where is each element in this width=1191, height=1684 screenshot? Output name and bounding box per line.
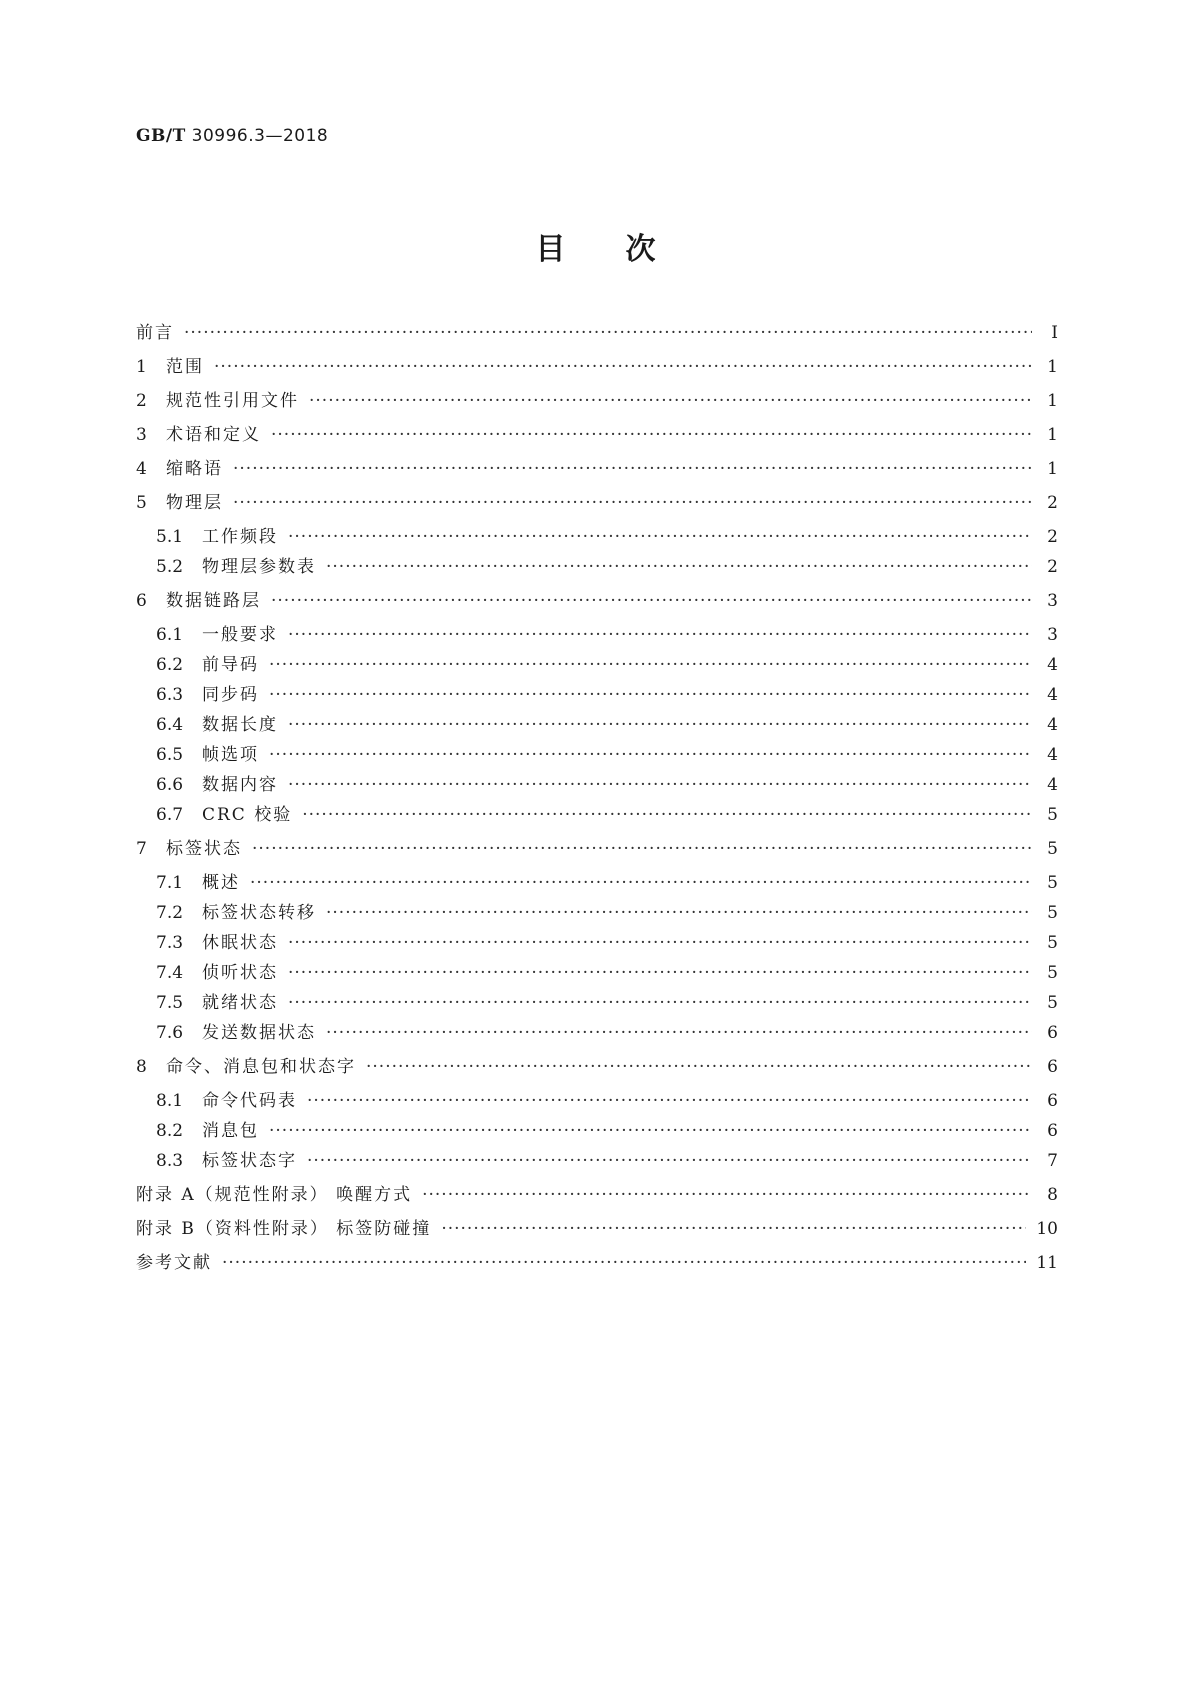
toc-leader-dots [271,588,1032,614]
toc-entry-number: 5.2 [156,557,184,577]
toc-entry-text: 标签状态字 [202,1151,297,1171]
toc-entry-6-4[interactable] [136,712,1058,738]
toc-leader-dots [307,1088,1032,1114]
toc-entry-number: 3 [136,425,147,445]
toc-leader-dots [288,772,1032,798]
toc-entry-text: 侦听状态 [202,963,278,983]
toc-entry-text: 命令代码表 [202,1091,297,1111]
toc-entry-page: 1 [1047,425,1058,445]
toc-leader-dots [288,960,1032,986]
toc-entry-page: 4 [1047,655,1058,675]
toc-entry-page: 6 [1047,1091,1058,1111]
toc-leader-dots [184,320,1032,346]
toc-leader-dots [252,836,1032,862]
toc-entry-6-7[interactable] [136,802,1058,828]
toc-entry-1[interactable] [136,354,1058,380]
toc-leader-dots [302,802,1032,828]
toc-leader-dots [288,930,1032,956]
toc-leader-dots [214,354,1032,380]
toc-entry-page: 6 [1047,1023,1058,1043]
toc-entry-number: 5 [136,493,147,513]
toc-leader-dots [269,742,1032,768]
toc-entry-text: 休眠状态 [202,933,278,953]
toc-leader-dots [422,1182,1032,1208]
toc-entry-number: 6.6 [156,775,184,795]
toc-entry-number: 2 [136,391,147,411]
toc-entry-text: 帧选项 [202,745,259,765]
toc-entry-page: 5 [1047,873,1058,893]
toc-entry-number: 7.4 [156,963,184,983]
toc-entry-7[interactable] [136,836,1058,862]
toc-entry-8-2[interactable] [136,1118,1058,1144]
toc-entry-number: 6.3 [156,685,184,705]
toc-entry-text: 同步码 [202,685,259,705]
toc-entry-6-3[interactable] [136,682,1058,708]
toc-entry-text: 术语和定义 [166,425,261,445]
toc-entry-7-1[interactable] [136,870,1058,896]
toc-leader-dots [441,1216,1026,1242]
toc-entry-7-6[interactable] [136,1020,1058,1046]
toc-leader-dots [307,1148,1032,1174]
toc-entry-text: 命令、消息包和状态字 [166,1057,356,1077]
toc-entry-number: 7 [136,839,147,859]
toc-entry-appendix-a[interactable] [136,1182,1058,1208]
toc-entry-page: 2 [1047,493,1058,513]
toc-entry-4[interactable] [136,456,1058,482]
toc-entry-number: 1 [136,357,147,377]
toc-entry-6-6[interactable] [136,772,1058,798]
toc-entry-page: 4 [1047,775,1058,795]
toc-entry-number: 6.2 [156,655,184,675]
toc-entry-number: 7.6 [156,1023,184,1043]
toc-entry-number: 6.4 [156,715,184,735]
toc-entry-page: 10 [1036,1219,1058,1239]
toc-leader-dots [233,490,1032,516]
toc-entry-text: CRC 校验 [202,805,293,825]
toc-entry-number: 8.1 [156,1091,184,1111]
toc-entry-page: 5 [1047,993,1058,1013]
toc-entry-6[interactable] [136,588,1058,614]
toc-entry-text: 物理层参数表 [202,557,316,577]
toc-entry-page: 6 [1047,1057,1058,1077]
toc-entry-page: 1 [1047,459,1058,479]
toc-entry-text: 消息包 [202,1121,259,1141]
toc-leader-dots [250,870,1032,896]
toc-entry-page: 5 [1047,903,1058,923]
toc-entry-text: 前导码 [202,655,259,675]
toc-entry-page: 4 [1047,685,1058,705]
toc-entry-8-3[interactable] [136,1148,1058,1174]
toc-entry-text: 数据内容 [202,775,278,795]
toc-entry-text: 一般要求 [202,625,278,645]
toc-leader-dots [326,1020,1032,1046]
standard-prefix: GB/T [136,126,186,146]
toc-entry-page: 5 [1047,933,1058,953]
toc-leader-dots [288,524,1032,550]
toc-entry-8[interactable] [136,1054,1058,1080]
toc-entry-text: 数据长度 [202,715,278,735]
toc-entry-number: 6.7 [156,805,184,825]
toc-entry-page: 5 [1047,963,1058,983]
toc-leader-dots [288,622,1032,648]
toc-leader-dots [288,712,1032,738]
toc-entry-appendix-b[interactable] [136,1216,1058,1242]
toc-entry-text: 缩略语 [166,459,223,479]
toc-entry-text: 标签状态 [166,839,242,859]
toc-entry-page: 6 [1047,1121,1058,1141]
toc-entry-5-2[interactable] [136,554,1058,580]
toc-entry-references[interactable] [136,1250,1058,1276]
toc-entry-text: 物理层 [166,493,223,513]
toc-entry-page: 1 [1047,391,1058,411]
toc-entry-text: 附录 A（规范性附录） 唤醒方式 [136,1185,413,1205]
toc-entry-page: 1 [1047,357,1058,377]
toc-entry-text: 参考文献 [136,1253,212,1273]
toc-entry-number: 6.5 [156,745,184,765]
toc-leader-dots [288,990,1032,1016]
toc-entry-3[interactable] [136,422,1058,448]
toc-entry-7-4[interactable] [136,960,1058,986]
toc-entry-page: 3 [1047,625,1058,645]
toc-entry-page: 2 [1047,557,1058,577]
toc-entry-number: 7.2 [156,903,184,923]
toc-leader-dots [326,554,1032,580]
toc-entry-8-1[interactable] [136,1088,1058,1114]
toc-entry-number: 6.1 [156,625,184,645]
toc-entry-number: 8.2 [156,1121,184,1141]
toc-entry-page: 4 [1047,715,1058,735]
toc-entry-text: 范围 [166,357,204,377]
toc-entry-page: 3 [1047,591,1058,611]
toc-entry-6-2[interactable] [136,652,1058,678]
toc-entry-7-2[interactable] [136,900,1058,926]
toc-entry-5[interactable] [136,490,1058,516]
toc-leader-dots [269,682,1032,708]
toc-entry-7-3[interactable] [136,930,1058,956]
toc-leader-dots [366,1054,1032,1080]
toc-entry-text: 发送数据状态 [202,1023,316,1043]
standard-number: 30996.3—2018 [191,126,329,146]
toc-entry-text: 前言 [136,323,174,343]
toc-leader-dots [222,1250,1026,1276]
toc-entry-6-5[interactable] [136,742,1058,768]
toc-entry-page: 8 [1047,1185,1058,1205]
toc-entry-number: 5.1 [156,527,184,547]
toc-title: 目次 [535,232,716,267]
toc-entry-page: Ⅰ [1051,323,1058,343]
toc-entry-page: 11 [1036,1253,1058,1273]
toc-entry-5-1[interactable] [136,524,1058,550]
toc-entry-page: 2 [1047,527,1058,547]
toc-leader-dots [269,652,1032,678]
toc-entry-page: 7 [1047,1151,1058,1171]
toc-entry-text: 规范性引用文件 [166,391,299,411]
standard-code [136,126,328,146]
toc-entry-text: 数据链路层 [166,591,261,611]
toc-entry-number: 4 [136,459,147,479]
toc-leader-dots [271,422,1032,448]
toc-leader-dots [269,1118,1032,1144]
toc-leader-dots [309,388,1032,414]
toc-leader-dots [326,900,1032,926]
toc-entry-text: 附录 B（资料性附录） 标签防碰撞 [136,1219,432,1239]
toc-entry-foreword[interactable] [136,320,1058,346]
toc-entry-number: 6 [136,591,147,611]
toc-entry-6-1[interactable] [136,622,1058,648]
toc-entry-7-5[interactable] [136,990,1058,1016]
toc-entry-text: 就绪状态 [202,993,278,1013]
toc-leader-dots [233,456,1032,482]
toc-entry-2[interactable] [136,388,1058,414]
toc-entry-page: 4 [1047,745,1058,765]
toc-entry-number: 8.3 [156,1151,184,1171]
toc-entry-number: 7.5 [156,993,184,1013]
toc-entry-text: 工作频段 [202,527,278,547]
toc-entry-number: 8 [136,1057,147,1077]
toc-entry-number: 7.3 [156,933,184,953]
toc-entry-number: 7.1 [156,873,184,893]
toc-entry-page: 5 [1047,805,1058,825]
toc-entry-text: 概述 [202,873,240,893]
toc-entry-text: 标签状态转移 [202,903,316,923]
toc-entry-page: 5 [1047,839,1058,859]
